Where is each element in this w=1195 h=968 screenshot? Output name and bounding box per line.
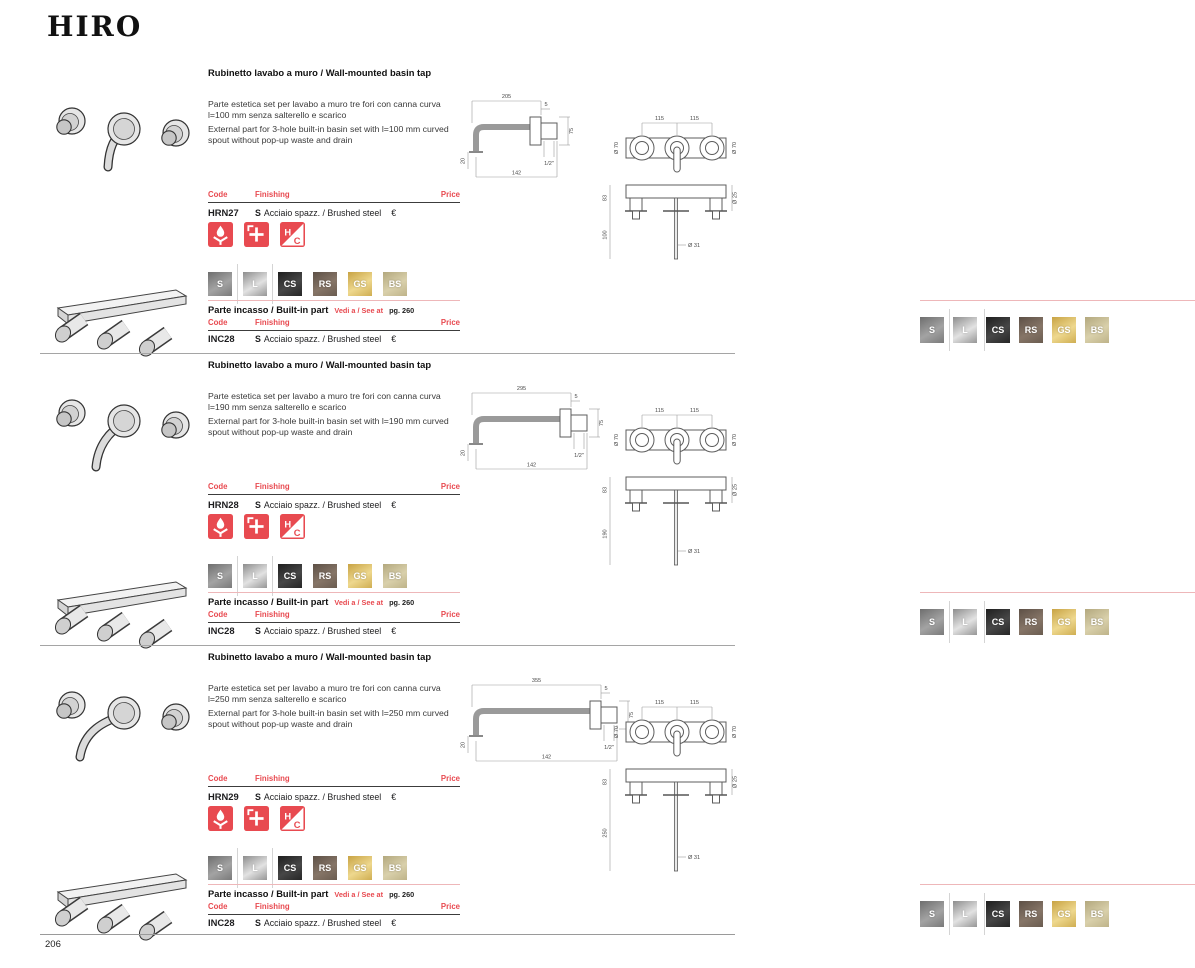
- builtin-code: INC28: [208, 333, 235, 344]
- svg-text:115: 115: [655, 116, 664, 122]
- svg-text:190: 190: [602, 529, 609, 539]
- finish-swatch-bs: BS: [383, 856, 407, 880]
- builtin-finish-swatches: [920, 901, 1118, 927]
- technical-drawing: [460, 669, 742, 873]
- hot-cold-icon: [280, 514, 305, 539]
- svg-text:Ø 70: Ø 70: [732, 433, 738, 447]
- finish-swatch-gs: GS: [348, 272, 372, 296]
- description-italian: Parte estetica set per lavabo a muro tre fori con canna curva l=250 mm senza salterello e scarico: [208, 682, 441, 705]
- finish-swatch-rs: RS: [313, 564, 337, 588]
- finish-swatch-gs: GS: [1052, 609, 1076, 635]
- builtin-page-ref: pg. 260: [389, 890, 415, 899]
- swatch-divider: [237, 556, 238, 596]
- header-price: Price: [440, 190, 460, 199]
- builtin-title: Parte incasso / Built-in part: [208, 889, 329, 899]
- builtin-see-at: Vedi a / See at: [334, 306, 384, 315]
- header-code: Code: [208, 482, 228, 491]
- finish-code: S: [255, 626, 261, 636]
- builtin-render: [40, 275, 205, 355]
- svg-text:355: 355: [531, 678, 542, 684]
- builtin-heading: [208, 889, 414, 899]
- builtin-title: Parte incasso / Built-in part: [208, 597, 329, 607]
- builtin-heading: [208, 305, 414, 315]
- svg-text:83: 83: [602, 486, 609, 494]
- builtin-row: [208, 333, 460, 344]
- price-table-header: [208, 774, 460, 787]
- finish-name: Acciaio spazz. / Brushed steel: [263, 792, 382, 802]
- header-finishing: Finishing: [255, 482, 290, 491]
- svg-text:205: 205: [501, 94, 512, 100]
- finish-swatches: [208, 564, 418, 588]
- finish-swatch-cs: CS: [986, 901, 1010, 927]
- finish-swatch-cs: CS: [986, 609, 1010, 635]
- finish-swatch-gs: GS: [348, 564, 372, 588]
- price-currency: €: [391, 626, 397, 636]
- finish-swatch-cs: CS: [278, 272, 302, 296]
- svg-text:Ø 70: Ø 70: [614, 433, 620, 447]
- page-number: 206: [45, 939, 61, 950]
- finish-swatch-rs: RS: [1019, 609, 1043, 635]
- finish-swatch-bs: BS: [1085, 609, 1109, 635]
- swatch-divider: [272, 264, 273, 304]
- certification-icons: [208, 806, 305, 831]
- header-price: Price: [440, 902, 460, 911]
- finish-swatch-bs: BS: [383, 272, 407, 296]
- swatch-divider: [984, 601, 985, 643]
- swatch-divider: [949, 893, 950, 935]
- builtin-finish-swatches: [920, 317, 1118, 343]
- svg-text:C: C: [293, 819, 301, 830]
- svg-text:75: 75: [569, 127, 575, 135]
- header-price: Price: [440, 774, 460, 783]
- builtin-page-ref: pg. 260: [389, 598, 415, 607]
- finish-name: Acciaio spazz. / Brushed steel: [263, 918, 382, 928]
- product-render: [40, 91, 205, 191]
- header-code: Code: [208, 610, 228, 619]
- product-row: [208, 207, 460, 218]
- builtin-divider: [920, 300, 1195, 301]
- water-saving-icon: [208, 222, 233, 247]
- price-table-header: [208, 190, 460, 203]
- price-table-header: [208, 482, 460, 495]
- finish-swatch-s: S: [208, 564, 232, 588]
- builtin-table-header: [208, 902, 460, 915]
- svg-text:83: 83: [602, 194, 609, 202]
- header-price: Price: [440, 318, 460, 327]
- svg-text:Ø 70: Ø 70: [732, 141, 738, 155]
- product-code: HRN28: [208, 499, 239, 510]
- footer-rule: [40, 934, 735, 935]
- price-currency: €: [391, 208, 397, 218]
- builtin-table-header: [208, 610, 460, 623]
- price-currency: €: [391, 500, 397, 510]
- finish-swatch-rs: RS: [313, 272, 337, 296]
- header-finishing: Finishing: [255, 902, 290, 911]
- builtin-page-ref: pg. 260: [389, 306, 415, 315]
- product-row: [208, 791, 460, 802]
- product-render: [40, 675, 205, 775]
- finish-swatch-gs: GS: [1052, 317, 1076, 343]
- header-code: Code: [208, 318, 228, 327]
- swatch-divider: [272, 556, 273, 596]
- hot-cold-icon: [280, 222, 305, 247]
- finish-swatch-l: L: [953, 901, 977, 927]
- svg-text:20: 20: [460, 449, 467, 457]
- technical-drawing: [460, 85, 742, 261]
- svg-text:20: 20: [460, 157, 467, 165]
- builtin-render: [40, 567, 205, 647]
- header-code: Code: [208, 774, 228, 783]
- builtin-code: INC28: [208, 625, 235, 636]
- product-section-hrn29: [0, 645, 1104, 937]
- finish-swatch-cs: CS: [278, 564, 302, 588]
- finish-swatch-rs: RS: [1019, 901, 1043, 927]
- svg-text:5: 5: [574, 394, 578, 400]
- builtin-code: INC28: [208, 917, 235, 928]
- finish-name: Acciaio spazz. / Brushed steel: [263, 626, 382, 636]
- finish-swatch-s: S: [920, 317, 944, 343]
- builtin-title: Parte incasso / Built-in part: [208, 305, 329, 315]
- builtin-divider: [920, 592, 1195, 593]
- svg-text:115: 115: [655, 408, 664, 414]
- svg-text:1/2": 1/2": [604, 745, 614, 751]
- easy-install-icon: [244, 806, 269, 831]
- product-section-hrn28: [0, 353, 1104, 645]
- water-saving-icon: [208, 514, 233, 539]
- builtin-row: [208, 917, 460, 928]
- price-currency: €: [391, 792, 397, 802]
- header-finishing: Finishing: [255, 318, 290, 327]
- svg-text:Ø 25: Ø 25: [732, 191, 739, 205]
- finish-code: S: [255, 334, 261, 344]
- header-finishing: Finishing: [255, 190, 290, 199]
- svg-text:Ø 70: Ø 70: [732, 725, 738, 739]
- builtin-see-at: Vedi a / See at: [334, 598, 384, 607]
- technical-drawing: [460, 377, 742, 567]
- brand-logo: HIRO: [47, 10, 143, 43]
- finish-swatch-gs: GS: [348, 856, 372, 880]
- swatch-divider: [984, 309, 985, 351]
- builtin-divider: [208, 300, 460, 301]
- builtin-table-header: [208, 318, 460, 331]
- section-title: Rubinetto lavabo a muro / Wall-mounted basin tap: [208, 651, 432, 662]
- finish-code: S: [255, 208, 261, 218]
- swatch-divider: [237, 264, 238, 304]
- finish-swatch-rs: RS: [1019, 317, 1043, 343]
- svg-text:H: H: [284, 519, 292, 530]
- builtin-divider: [208, 592, 460, 593]
- finish-swatch-s: S: [920, 901, 944, 927]
- price-currency: €: [391, 918, 397, 928]
- swatch-divider: [237, 848, 238, 888]
- water-saving-icon: [208, 806, 233, 831]
- price-currency: €: [391, 334, 397, 344]
- svg-text:75: 75: [599, 419, 605, 427]
- finish-swatch-rs: RS: [313, 856, 337, 880]
- finish-name: Acciaio spazz. / Brushed steel: [263, 500, 382, 510]
- finish-swatch-s: S: [208, 272, 232, 296]
- product-code: HRN29: [208, 791, 239, 802]
- swatch-divider: [984, 893, 985, 935]
- builtin-render: [40, 859, 205, 939]
- header-code: Code: [208, 190, 228, 199]
- svg-text:H: H: [284, 811, 292, 822]
- svg-text:Ø 31: Ø 31: [688, 243, 701, 249]
- finish-swatch-bs: BS: [383, 564, 407, 588]
- builtin-divider: [208, 884, 460, 885]
- finish-swatches: [208, 856, 418, 880]
- svg-text:115: 115: [690, 408, 699, 414]
- builtin-row: [208, 625, 460, 636]
- finish-swatch-bs: BS: [1085, 317, 1109, 343]
- section-title: Rubinetto lavabo a muro / Wall-mounted basin tap: [208, 359, 432, 370]
- finish-name: Acciaio spazz. / Brushed steel: [263, 334, 382, 344]
- product-code: HRN27: [208, 207, 239, 218]
- finish-swatch-s: S: [208, 856, 232, 880]
- builtin-see-at: Vedi a / See at: [334, 890, 384, 899]
- svg-text:142: 142: [511, 170, 522, 177]
- header-finishing: Finishing: [255, 610, 290, 619]
- svg-text:20: 20: [460, 741, 467, 749]
- svg-text:C: C: [293, 235, 301, 246]
- svg-text:100: 100: [602, 230, 609, 240]
- finish-swatch-cs: CS: [986, 317, 1010, 343]
- finish-swatch-l: L: [243, 564, 267, 588]
- certification-icons: [208, 514, 305, 539]
- hot-cold-icon: [280, 806, 305, 831]
- builtin-divider: [920, 884, 1195, 885]
- section-title: Rubinetto lavabo a muro / Wall-mounted basin tap: [208, 67, 432, 78]
- svg-text:115: 115: [690, 700, 699, 706]
- finish-swatch-s: S: [920, 609, 944, 635]
- svg-text:Ø 31: Ø 31: [688, 549, 701, 555]
- svg-text:H: H: [284, 227, 292, 238]
- svg-text:Ø 25: Ø 25: [732, 483, 739, 497]
- finish-swatch-gs: GS: [1052, 901, 1076, 927]
- svg-text:142: 142: [526, 462, 537, 469]
- svg-text:Ø 31: Ø 31: [688, 855, 701, 861]
- svg-text:5: 5: [604, 686, 608, 692]
- svg-text:75: 75: [629, 711, 635, 719]
- product-section-hrn27: [0, 61, 1104, 353]
- svg-text:Ø 70: Ø 70: [614, 725, 620, 739]
- finish-swatch-l: L: [953, 317, 977, 343]
- svg-text:115: 115: [655, 700, 664, 706]
- finish-swatch-l: L: [953, 609, 977, 635]
- svg-text:5: 5: [544, 102, 548, 108]
- header-price: Price: [440, 482, 460, 491]
- svg-text:1/2": 1/2": [574, 453, 584, 459]
- header-code: Code: [208, 902, 228, 911]
- description-english: External part for 3-hole built-in basin set with l=190 mm curved spout without pop-up waste and drain: [208, 415, 449, 438]
- svg-text:250: 250: [602, 828, 609, 838]
- swatch-divider: [949, 601, 950, 643]
- finish-code: S: [255, 792, 261, 802]
- description-italian: Parte estetica set per lavabo a muro tre fori con canna curva l=190 mm senza salterello e scarico: [208, 390, 441, 413]
- description-english: External part for 3-hole built-in basin set with l=250 mm curved spout without pop-up waste and drain: [208, 707, 449, 730]
- easy-install-icon: [244, 514, 269, 539]
- product-row: [208, 499, 460, 510]
- finish-swatches: [208, 272, 418, 296]
- svg-text:83: 83: [602, 778, 609, 786]
- finish-code: S: [255, 500, 261, 510]
- svg-text:142: 142: [541, 754, 552, 761]
- finish-swatch-cs: CS: [278, 856, 302, 880]
- builtin-finish-swatches: [920, 609, 1118, 635]
- description-italian: Parte estetica set per lavabo a muro tre fori con canna curva l=100 mm senza salterello e scarico: [208, 98, 441, 121]
- product-render: [40, 383, 205, 483]
- svg-text:Ø 25: Ø 25: [732, 775, 739, 789]
- swatch-divider: [272, 848, 273, 888]
- finish-swatch-bs: BS: [1085, 901, 1109, 927]
- valve-cylinders: [52, 903, 168, 943]
- svg-text:Ø 70: Ø 70: [614, 141, 620, 155]
- finish-code: S: [255, 918, 261, 928]
- finish-swatch-l: L: [243, 856, 267, 880]
- certification-icons: [208, 222, 305, 247]
- header-finishing: Finishing: [255, 774, 290, 783]
- svg-text:115: 115: [690, 116, 699, 122]
- finish-swatch-l: L: [243, 272, 267, 296]
- easy-install-icon: [244, 222, 269, 247]
- swatch-divider: [949, 309, 950, 351]
- svg-text:C: C: [293, 527, 301, 538]
- description-english: External part for 3-hole built-in basin set with l=100 mm curved spout without pop-up waste and drain: [208, 123, 449, 146]
- finish-name: Acciaio spazz. / Brushed steel: [263, 208, 382, 218]
- svg-text:1/2": 1/2": [544, 161, 554, 167]
- svg-text:295: 295: [516, 386, 527, 392]
- builtin-heading: [208, 597, 414, 607]
- header-price: Price: [440, 610, 460, 619]
